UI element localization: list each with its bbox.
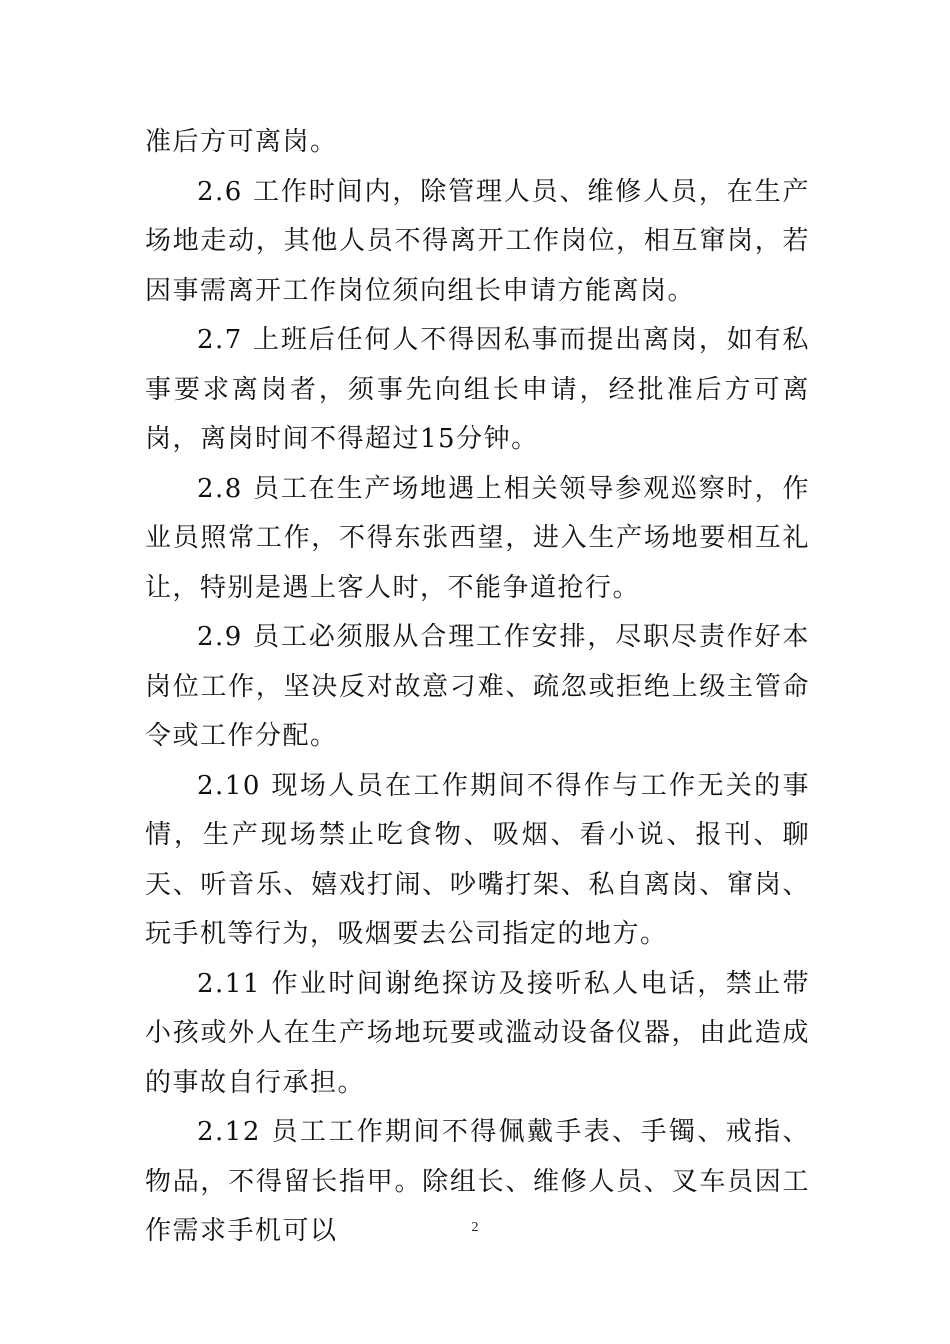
paragraph-2-8: 2.8 员工在生产场地遇上相关领导参观巡察时，作业员照常工作，不得东张西望，进入生产场地要相互礼让，特别是遇上客人时，不能争道抢行。: [145, 473, 810, 603]
paragraph-2-12: 2.12 员工工作期间不得佩戴手表、手镯、戒指、物品，不得留长指甲。除组长、维修人员、叉车员因工作需求手机可以: [145, 1117, 810, 1246]
paragraph-2-9: 2.9 员工必须服从合理工作安排，尽职尽责作好本岗位工作，坚决反对故意刁难、疏忽或拒绝上级主管命令或工作分配。: [145, 622, 810, 751]
paragraph-2-11: 2.11 作业时间谢绝探访及接听私人电话，禁止带小孩或外人在生产场地玩要或滥动设备仪器，由此造成的事故自行承担。: [145, 968, 810, 1098]
paragraph-2-6: 2.6 工作时间内，除管理人员、维修人员，在生产场地走动，其他人员不得离开工作岗位，相互窜岗，若因事需离开工作岗位须向组长申请方能离岗。: [145, 176, 810, 306]
page-number: 2: [471, 1220, 479, 1235]
document-body: [145, 118, 810, 1257]
paragraph-continuation: 准后方可离岗。: [145, 127, 338, 157]
paragraph-2-7: 2.7 上班后任何人不得因私事而提出离岗，如有私事要求离岗者，须事先向组长申请，经批准后方可离岗，离岗时间不得超过15分钟。: [145, 325, 810, 454]
paragraph-2-10: 2.10 现场人员在工作期间不得作与工作无关的事情，生产现场禁止吃食物、吸烟、看小说、报刊、聊天、听音乐、嬉戏打闹、吵嘴打架、私自离岗、窜岗、玩手机等行为，吸烟要去公司指定的地方。: [145, 770, 810, 949]
